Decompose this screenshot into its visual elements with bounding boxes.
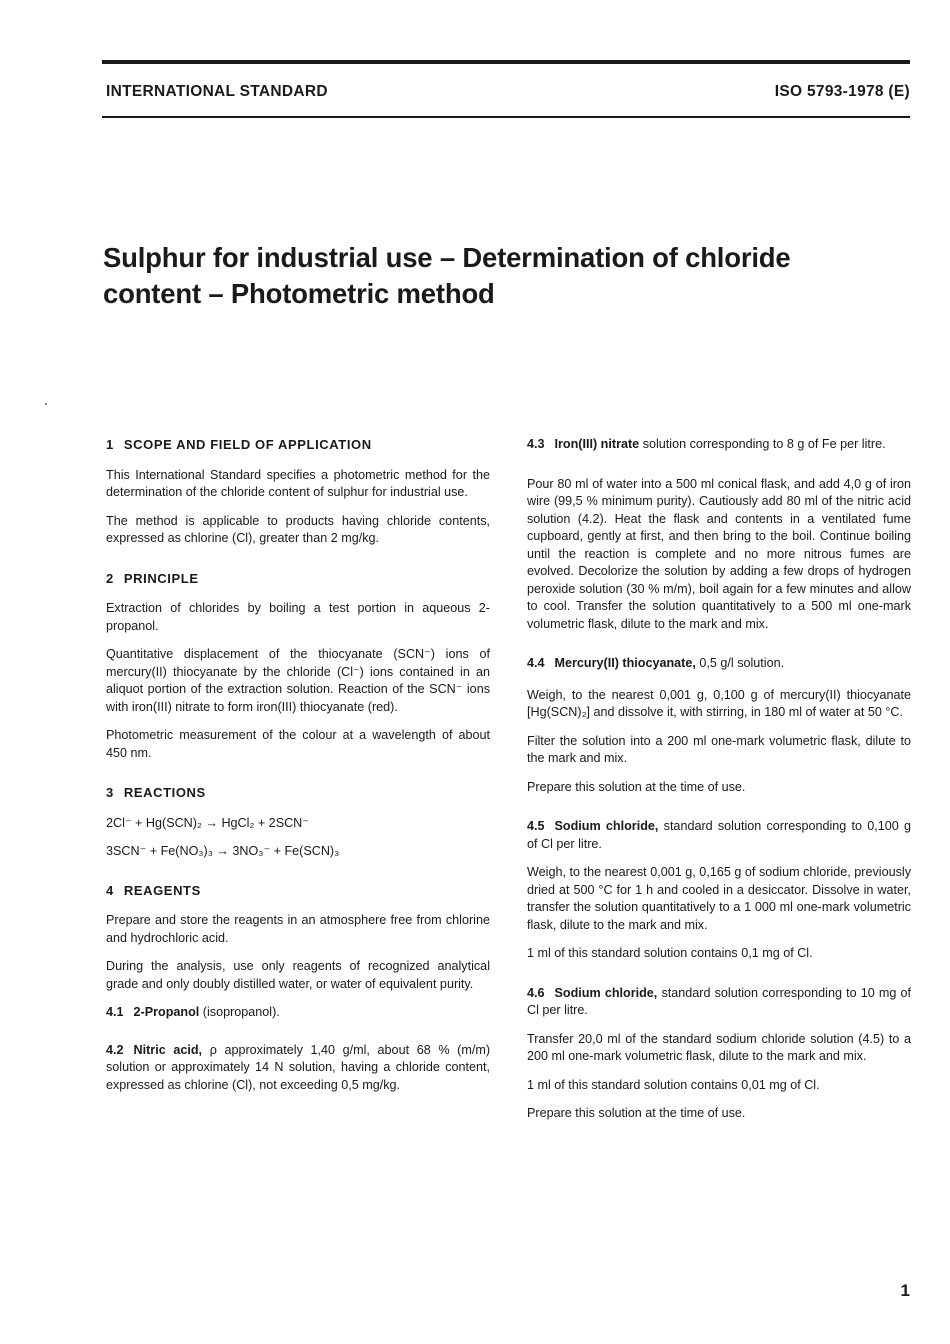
page-title <box>103 240 863 312</box>
page-number: 1 <box>900 1281 910 1300</box>
header-bottom-rule <box>102 116 910 118</box>
reagent-name: Sodium chloride, <box>554 819 659 833</box>
header-standard-label: INTERNATIONAL STANDARD <box>106 83 328 100</box>
reagent-name: Sodium chloride, <box>554 985 658 1000</box>
section-heading <box>106 570 490 588</box>
paragraph: During the analysis, use only reagents of recognized analytical grade and only doubly distilled water, or water of equivalent purity. <box>106 959 490 991</box>
paragraph: Weigh, to the nearest 0,001 g, 0,165 g of sodium chloride, previously dried at 500 °C for 1 h and cooled in a desiccator. Dissolve in water, transfer the solution quantitatively to a 1 000 ml one-mark volumetric flask, dilute to the mark and mix. <box>527 865 911 932</box>
reagent-4-6 <box>527 985 911 1123</box>
title-line-1: Sulphur for industrial use – Determination of chloride <box>103 242 791 273</box>
paragraph: The method is applicable to products having chloride contents, expressed as chlorine (Cl), greater than 2 mg/kg. <box>106 513 490 545</box>
reagent-text: standard solution corresponding to 0,100 g of Cl per litre. <box>527 819 912 851</box>
section-number: 3 <box>106 785 114 800</box>
right-column <box>527 436 911 1145</box>
reagent-text: ρ approximately 1,40 g/ml, about 68 % (m/m) solution or approximately 14 N solution, having a chloride content, expressed as chlorine (Cl), not exceeding 0,5 mg/kg. <box>106 1042 491 1092</box>
section-number: 4 <box>106 882 114 898</box>
left-column <box>106 436 490 1116</box>
reagent-4-1 <box>106 1004 490 1022</box>
section-number: 1 <box>106 437 114 452</box>
section-title: SCOPE AND FIELD OF APPLICATION <box>123 437 372 452</box>
section-number: 2 <box>106 570 114 586</box>
paragraph: Prepare and store the reagents in an atmosphere free from chlorine and hydrochloric acid. <box>106 913 490 945</box>
reagent-name: Nitric acid, <box>133 1042 203 1057</box>
reagent-4-3 <box>527 436 911 633</box>
subsection-number: 4.4 <box>527 656 545 670</box>
section-principle <box>106 570 490 763</box>
reagent-name: 2-Propanol <box>133 1005 200 1019</box>
subsection-number: 4.6 <box>527 985 545 1000</box>
subsection-number: 4.3 <box>527 437 545 451</box>
subsection-heading <box>527 436 911 454</box>
reagent-4-2 <box>106 1042 490 1095</box>
section-title: REACTIONS <box>123 785 206 800</box>
paragraph: 1 ml of this standard solution contains 0,01 mg of Cl. <box>527 1077 820 1092</box>
paragraph: 1 ml of this standard solution contains 0,1 mg of Cl. <box>527 946 813 960</box>
subsection-number: 4.1 <box>106 1005 124 1019</box>
reagent-text: standard solution corresponding to 10 mg of Cl per litre. <box>527 985 911 1017</box>
section-reagents <box>106 882 490 1095</box>
paragraph: Prepare this solution at the time of use. <box>527 779 746 794</box>
reagent-name: Iron(III) nitrate <box>554 437 640 451</box>
running-header <box>106 83 910 103</box>
section-heading <box>106 882 490 900</box>
subsection-number: 4.5 <box>527 819 545 833</box>
section-title: PRINCIPLE <box>123 570 199 586</box>
section-heading <box>106 436 490 454</box>
section-heading <box>106 784 490 802</box>
reaction-equation: 3SCN⁻ + Fe(NO₃)₃ → 3NO₃⁻ + Fe(SCN)₃ <box>106 843 340 858</box>
reagent-name: Mercury(II) thiocyanate, <box>554 656 696 670</box>
reaction-equation: 2Cl⁻ + Hg(SCN)₂ → HgCl₂ + 2SCN⁻ <box>106 815 309 830</box>
title-line-2: content – Photometric method <box>103 278 495 309</box>
subsection-heading <box>527 655 911 673</box>
header-document-number: ISO 5793-1978 (E) <box>774 83 910 100</box>
paragraph: Photometric measurement of the colour at a wavelength of about 450 nm. <box>106 728 490 760</box>
reagent-text: 0,5 g/l solution. <box>699 656 785 670</box>
section-title: REAGENTS <box>123 882 201 898</box>
reagent-4-4 <box>527 655 911 796</box>
paragraph: Pour 80 ml of water into a 500 ml conical flask, and add 4,0 g of iron wire (99,5 % minimum purity). Cautiously add 80 ml of the nitric acid solution (4.2). Heat the flask and contents in a ventilated fume cupboard, gently at first, and then bring to the boil. Continue boiling until the reaction is complete and no more nitrous fumes are evolved. Decolorize the solution by adding a few drops of hydrogen peroxide solution (30 % m/m), boil again for a few minutes and allow to cool. Transfer the solution quantitatively to a 500 ml one-mark volumetric flask, dilute to the mark and mix. <box>527 476 911 631</box>
paragraph: Extraction of chlorides by boiling a test portion in aqueous 2-propanol. <box>106 601 490 633</box>
paragraph: Weigh, to the nearest 0,001 g, 0,100 g of mercury(II) thiocyanate [Hg(SCN)₂] and dissolve it, with stirring, in 180 ml of water at 50 °C. <box>527 687 911 719</box>
subsection-heading <box>527 985 911 1020</box>
subsection-number: 4.2 <box>106 1042 124 1057</box>
reagent-text: (isopropanol). <box>202 1005 280 1019</box>
paragraph: Quantitative displacement of the thiocyanate (SCN⁻) ions of mercury(II) thiocyanate by the chloride (Cl⁻) ions contained in an aliquot portion of the extraction solution. Reaction of the SCN⁻ ions with iron(III) nitrate to form iron(III) thiocyanate (red). <box>106 647 490 714</box>
section-reactions <box>106 784 490 860</box>
header-top-rule <box>102 60 910 64</box>
reagent-4-5 <box>527 818 911 963</box>
reagent-text: solution corresponding to 8 g of Fe per litre. <box>642 437 886 451</box>
paragraph: Transfer 20,0 ml of the standard sodium chloride solution (4.5) to a 200 ml one-mark volumetric flask, dilute to the mark and mix. <box>527 1031 911 1063</box>
subsection-heading <box>527 818 911 853</box>
section-scope <box>106 436 490 548</box>
paragraph: Filter the solution into a 200 ml one-mark volumetric flask, dilute to the mark and mix. <box>527 733 911 765</box>
paragraph: Prepare this solution at the time of use. <box>527 1106 746 1120</box>
paragraph: This International Standard specifies a photometric method for the determination of the chloride content of sulphur for industrial use. <box>106 467 490 499</box>
scan-speck <box>45 403 47 405</box>
